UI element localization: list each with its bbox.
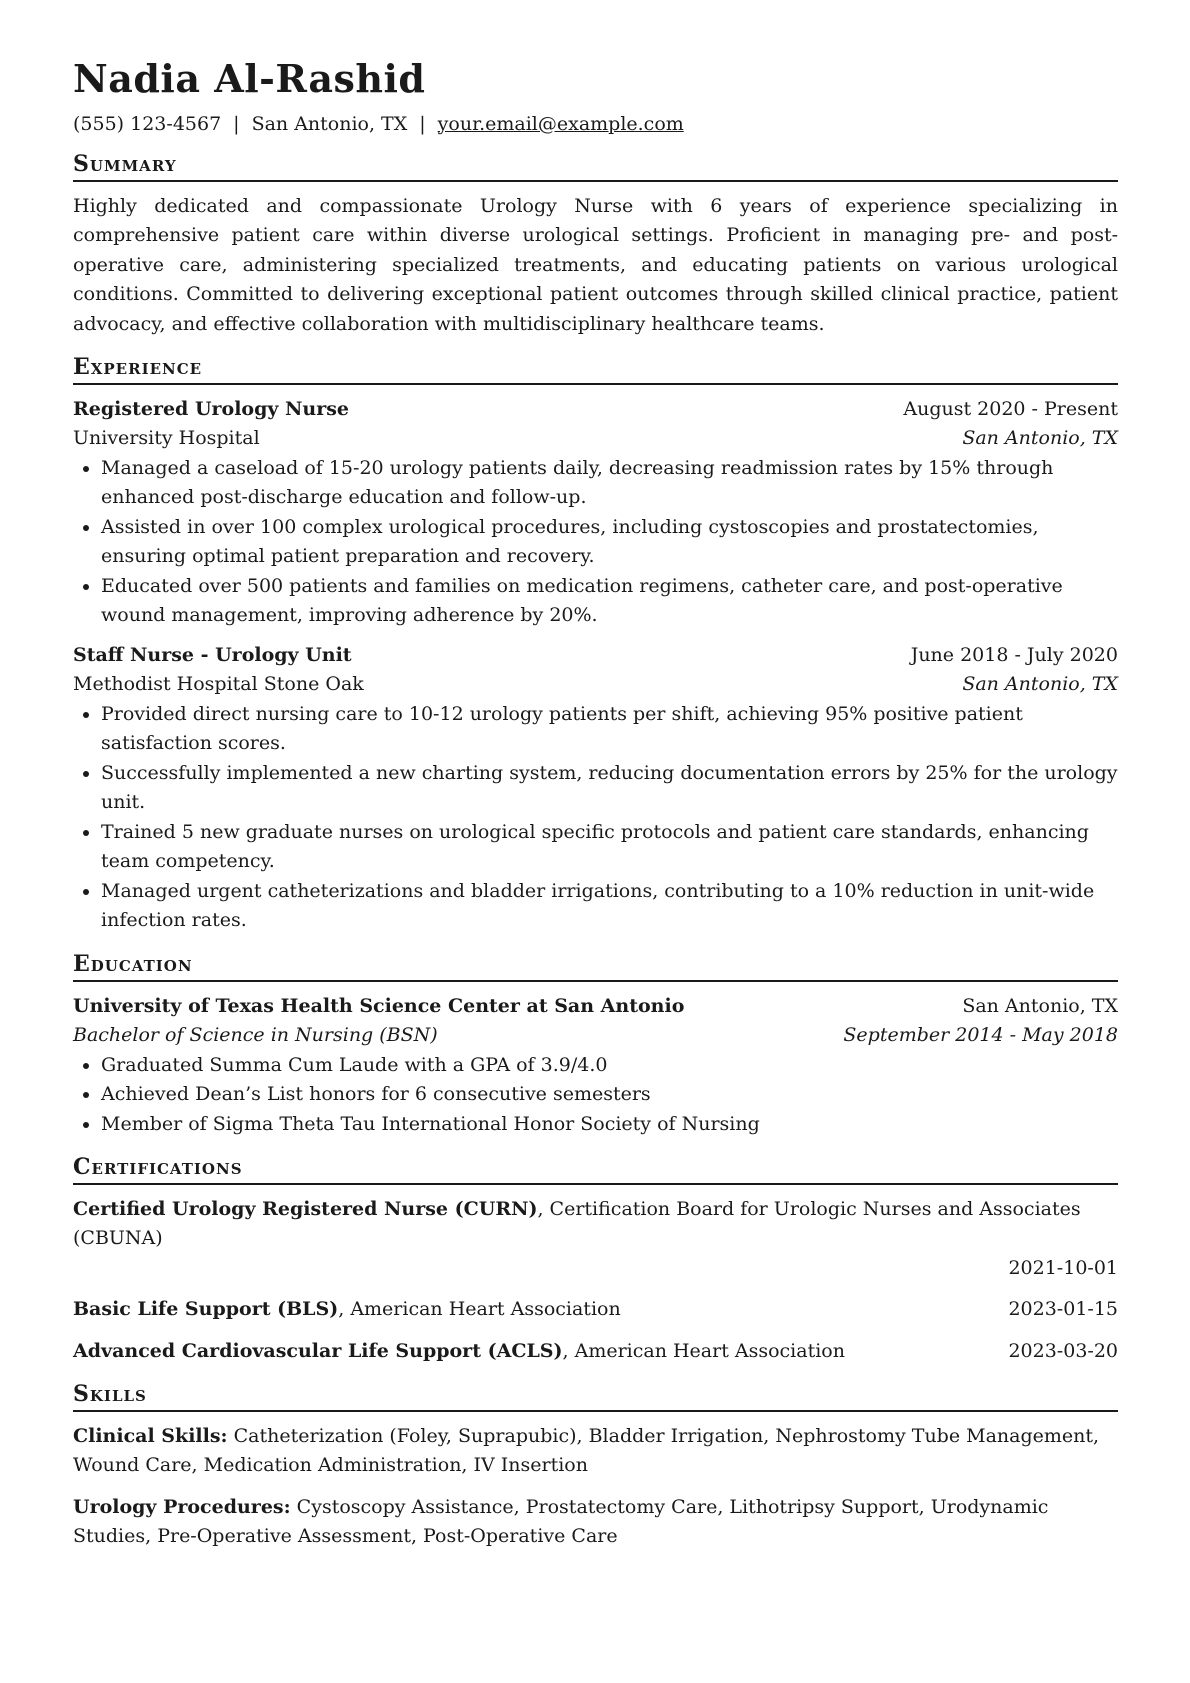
experience-section	[73, 353, 1118, 936]
school-location: San Antonio, TX	[962, 994, 1118, 1017]
section-title: Education	[73, 950, 1118, 982]
skills-section	[73, 1380, 1118, 1552]
contact-line	[73, 112, 1118, 137]
job-employer: University Hospital	[73, 427, 260, 450]
skill-group	[73, 1493, 1118, 1552]
location: San Antonio, TX	[251, 112, 408, 135]
job-bullets	[73, 700, 1118, 936]
certification-item	[73, 1295, 1118, 1325]
cert-name: Advanced Cardiovascular Life Support (ACLS)	[73, 1339, 563, 1362]
job-employer: Methodist Hospital Stone Oak	[73, 673, 364, 696]
job-dates: August 2020 - Present	[903, 397, 1118, 420]
skill-group	[73, 1422, 1118, 1481]
skill-label: Urology Procedures:	[73, 1495, 291, 1518]
phone: (555) 123-4567	[73, 112, 222, 135]
education-bullets	[73, 1051, 1118, 1140]
job-entry	[73, 395, 1118, 631]
section-title: Experience	[73, 353, 1118, 385]
list-item: • Managed a caseload of 15-20 urology patients daily, decreasing readmission rates by 15% through enhanced post-discharge education and follow-up.	[101, 454, 1118, 513]
list-item: • Provided direct nursing care to 10-12 urology patients per shift, achieving 95% positive patient satisfaction scores.	[101, 700, 1118, 759]
cert-issuer: , American Heart Association	[562, 1339, 845, 1362]
cert-issuer: , Certification Board for Urologic Nurses and Associates (CBUNA)	[73, 1197, 1081, 1250]
list-item: • Member of Sigma Theta Tau International Honor Society of Nursing	[101, 1110, 1118, 1140]
list-item: • Achieved Dean’s List honors for 6 consecutive semesters	[101, 1080, 1118, 1110]
certification-item	[73, 1337, 1118, 1367]
job-entry	[73, 641, 1118, 936]
list-item: • Graduated Summa Cum Laude with a GPA of 3.9/4.0	[101, 1051, 1118, 1081]
separator: |	[233, 112, 240, 135]
cert-name: Basic Life Support (BLS)	[73, 1298, 339, 1321]
skill-items: Cystoscopy Assistance, Prostatectomy Care, Lithotripsy Support, Urodynamic Studies, Pre-Operative Assessment, Post-Operative Care	[73, 1495, 1049, 1548]
list-item: • Trained 5 new graduate nurses on urological specific protocols and patient care standards, enhancing team competency.	[101, 818, 1118, 877]
job-dates: June 2018 - July 2020	[910, 643, 1118, 666]
summary-section	[73, 150, 1118, 339]
cert-issuer: , American Heart Association	[338, 1298, 621, 1321]
job-role: Staff Nurse - Urology Unit	[73, 643, 352, 666]
cert-date: 2023-03-20	[1008, 1339, 1118, 1362]
skill-label: Clinical Skills:	[73, 1424, 228, 1447]
list-item: • Managed urgent catheterizations and bladder irrigations, contributing to a 10% reduction in unit-wide infection rates.	[101, 877, 1118, 936]
section-title: Skills	[73, 1380, 1118, 1412]
summary-text: Highly dedicated and compassionate Urology Nurse with 6 years of experience specializing in comprehensive patient care within diverse urological settings. Proficient in managing pre- and post-operative care, administering specialized treatments, and educating patients on various urological conditions. Committed to delivering exceptional patient outcomes through skilled clinical practice, patient advocacy, and effective collaboration with multidisciplinary healthcare teams.	[73, 194, 1118, 335]
list-item: • Assisted in over 100 complex urological procedures, including cystoscopies and prostatectomies, ensuring optimal patient preparation and recovery.	[101, 513, 1118, 572]
job-bullets	[73, 454, 1118, 631]
job-location: San Antonio, TX	[962, 673, 1118, 696]
degree: Bachelor of Science in Nursing (BSN)	[73, 1024, 438, 1047]
job-role: Registered Urology Nurse	[73, 397, 350, 420]
list-item: • Educated over 500 patients and families on medication regimens, catheter care, and post-operative wound management, improving adherence by 20%.	[101, 572, 1118, 631]
list-item: • Successfully implemented a new charting system, reducing documentation errors by 25% for the urology unit.	[101, 759, 1118, 818]
email-link[interactable]: your.email@example.com	[437, 112, 684, 135]
cert-date: 2021-10-01	[1008, 1256, 1118, 1279]
education-dates: September 2014 - May 2018	[843, 1024, 1118, 1047]
section-title: Summary	[73, 150, 1118, 182]
cert-name: Certified Urology Registered Nurse (CURN)	[73, 1197, 538, 1220]
school-name: University of Texas Health Science Center at San Antonio	[73, 994, 685, 1017]
job-location: San Antonio, TX	[962, 427, 1118, 450]
certifications-section	[73, 1153, 1118, 1366]
candidate-name: Nadia Al-Rashid	[73, 56, 426, 101]
skill-items: Catheterization (Foley, Suprapubic), Bladder Irrigation, Nephrostomy Tube Management, Wound Care, Medication Administration, IV Insertion	[73, 1424, 1100, 1477]
section-title: Certifications	[73, 1153, 1118, 1185]
cert-date: 2023-01-15	[1008, 1298, 1118, 1321]
education-section	[73, 950, 1118, 1139]
separator: |	[419, 112, 426, 135]
certification-item	[73, 1195, 1118, 1284]
